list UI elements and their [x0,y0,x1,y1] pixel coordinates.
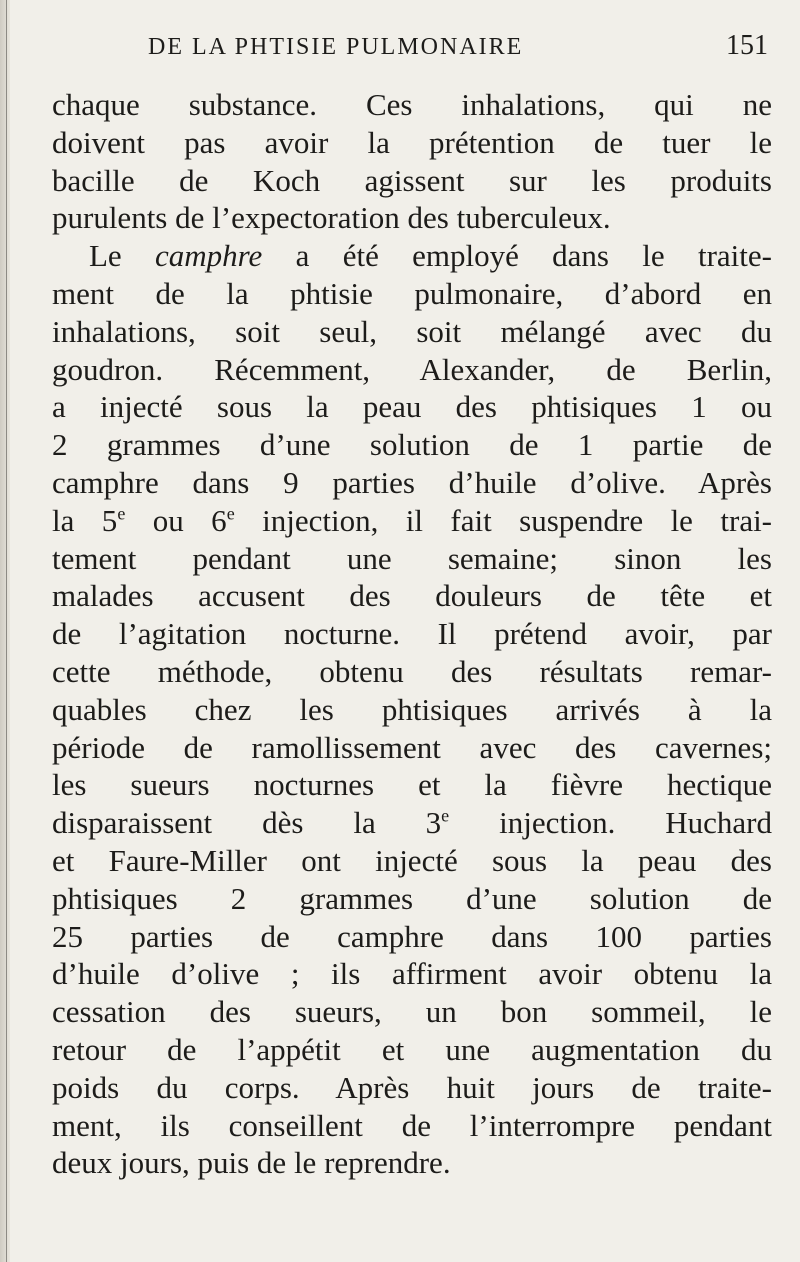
text-run: a été employé dans le traite- [262,238,772,274]
text-line [52,237,772,275]
text-line: poids du corps. Après huit jours de traite- [52,1069,772,1105]
text-line: et Faure-Miller ont injecté sous la peau des [52,842,772,878]
text-line: camphre dans 9 parties d’huile d’olive. Après [52,464,772,500]
text-line: goudron. Récemment, Alexander, de Berlin, [52,351,772,387]
text-run: disparaissent dès la 3 [52,805,442,841]
text-line: les sueurs nocturnes et la fièvre hectique [52,767,772,803]
text-line: de l’agitation nocturne. Il prétend avoir, par [52,616,772,652]
text-line: retour de l’appétit et une augmentation du [52,1031,772,1067]
text-line: quables chez les phtisiques arrivés à la [52,691,772,727]
running-head: DE LA PHTISIE PULMONAIRE [148,34,524,60]
text-line: phtisiques 2 grammes d’une solution de [52,880,772,916]
text-line: cette méthode, obtenu des résultats remar- [52,653,772,689]
text-line [52,804,772,842]
text-run: Le [89,238,155,274]
text-line: 2 grammes d’une solution de 1 partie de [52,427,772,463]
binding-edge-line [6,0,7,1262]
text-line: 25 parties de camphre dans 100 parties [52,918,772,954]
text-run: injection, il fait suspendre le trai- [234,502,772,538]
text-line: cessation des sueurs, un bon sommeil, le [52,994,772,1030]
italic-term-camphre: camphre [155,238,263,274]
text-line: malades accusent des douleurs de tête et [52,578,772,614]
text-run: ou 6 [125,502,227,538]
text-line: ment de la phtisie pulmonaire, d’abord en [52,275,772,311]
page-number: 151 [726,30,768,61]
text-line: a injecté sous la peau des phtisiques 1 ou [52,389,772,425]
text-run: injection. Huchard [449,805,772,841]
page-gutter-shadow [0,0,10,1262]
superscript: e [117,503,126,524]
superscript: e [226,503,235,524]
text-line: inhalations, soit seul, soit mélangé avec du [52,313,772,349]
text-line: deux jours, puis de le reprendre. [52,1145,451,1181]
text-line: tement pendant une semaine; sinon les [52,540,772,576]
page-header [52,30,768,64]
text-line: doivent pas avoir la prétention de tuer le [52,124,772,160]
superscript: e [441,805,450,826]
text-line: bacille de Koch agissent sur les produits [52,162,772,198]
text-run: la 5 [52,502,118,538]
text-line: période de ramollissement avec des cavernes; [52,729,772,765]
text-line: ment, ils conseillent de l’interrompre pendant [52,1107,772,1143]
text-line: chaque substance. Ces inhalations, qui ne [52,87,772,122]
text-line [52,502,772,540]
text-line: d’huile d’olive ; ils affirment avoir obtenu la [52,956,772,992]
text-line: purulents de l’expectoration des tuberculeux. [52,200,611,236]
body-paragraph [52,86,772,1182]
